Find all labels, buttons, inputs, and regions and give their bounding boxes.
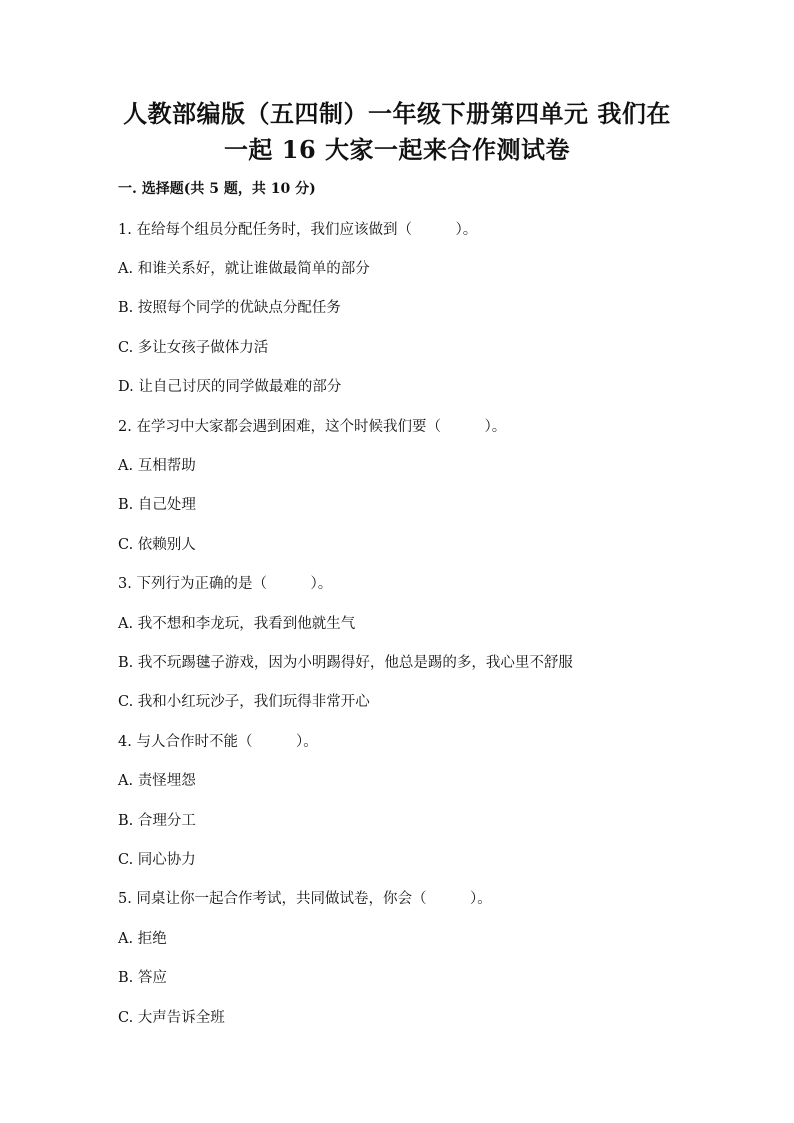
question-3-option-c: C. 我和小红玩沙子，我们玩得非常开心 (118, 694, 370, 710)
question-2-option-b: B. 自己处理 (118, 497, 196, 513)
question-1-option-b: B. 按照每个同学的优缺点分配任务 (118, 300, 341, 316)
question-4-option-c: C. 同心协力 (118, 852, 196, 868)
question-5-stem: 5. 同桌让你一起合作考试，共同做试卷，你会（ ）。 (118, 891, 492, 907)
question-4-stem: 4. 与人合作时不能（ ）。 (118, 734, 318, 750)
question-3-option-a: A. 我不想和李龙玩，我看到他就生气 (118, 616, 356, 632)
question-1-option-a: A. 和谁关系好，就让谁做最简单的部分 (118, 261, 370, 277)
question-5-option-a: A. 拒绝 (118, 931, 167, 947)
question-2-stem: 2. 在学习中大家都会遇到困难，这个时候我们要（ ）。 (118, 419, 507, 435)
question-5-option-c: C. 大声告诉全班 (118, 1010, 225, 1026)
page-title-line-2: 一起 16 大家一起来合作测试卷 (223, 135, 571, 164)
page-title-line-1: 人教部编版（五四制）一年级下册第四单元 我们在 (123, 99, 671, 128)
question-1-option-d: D. 让自己讨厌的同学做最难的部分 (118, 379, 342, 395)
question-4-option-b: B. 合理分工 (118, 813, 196, 829)
question-1-stem: 1. 在给每个组员分配任务时，我们应该做到（ ）。 (118, 222, 478, 238)
question-2-option-a: A. 互相帮助 (118, 458, 196, 474)
question-3-option-b: B. 我不玩踢毽子游戏，因为小明踢得好，他总是踢的多，我心里不舒服 (118, 655, 573, 671)
question-5-option-b: B. 答应 (118, 970, 167, 986)
question-2-option-c: C. 依赖别人 (118, 537, 196, 553)
question-3-stem: 3. 下列行为正确的是（ ）。 (118, 576, 333, 592)
section-heading: 一. 选择题(共 5 题，共 10 分) (118, 181, 316, 197)
question-4-option-a: A. 责怪埋怨 (118, 773, 196, 789)
question-1-option-c: C. 多让女孩子做体力活 (118, 340, 269, 356)
